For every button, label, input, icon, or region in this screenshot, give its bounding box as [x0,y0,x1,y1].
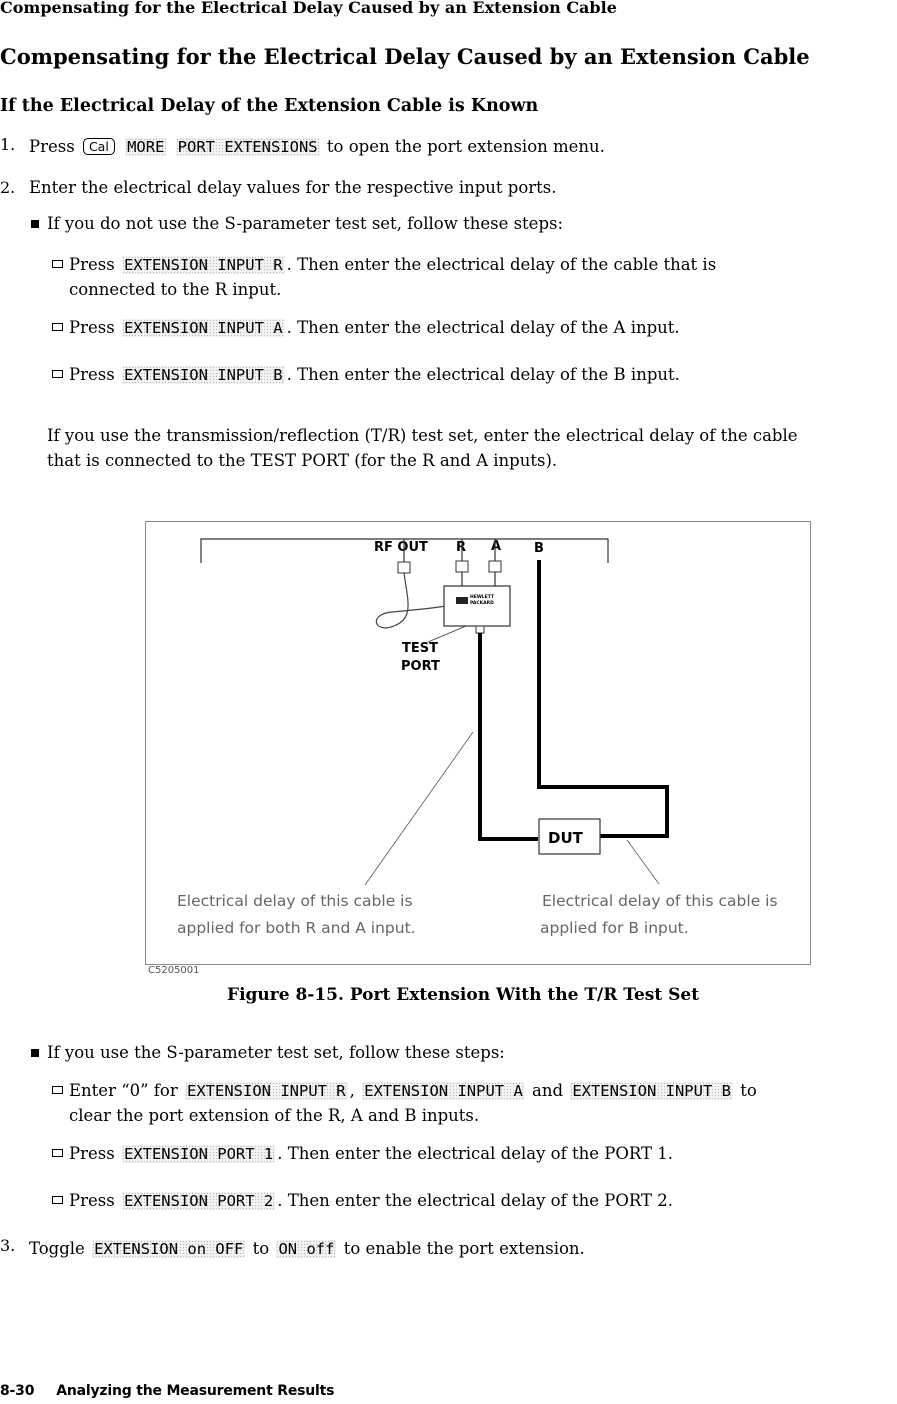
step-3-to: to [252,1239,270,1258]
enter-comma: , [349,1081,355,1100]
step-1-press: Press [29,137,75,156]
port-extensions-softkey: PORT EXTENSIONS [177,138,318,156]
enter-pre: Enter “0” for [69,1081,178,1100]
hp-label-1: HEWLETT [470,595,494,600]
running-head: Compensating for the Electrical Delay Caused by an Extension Cable [0,0,617,17]
step-2-number: 2. [0,178,16,197]
leader-line-left [365,732,473,885]
tr-text-line2: that is connected to the TEST PORT (for the R and A inputs). [47,451,558,470]
figure-port-extension [145,521,811,965]
hp-logo-icon [456,597,468,604]
b-label: B [534,541,544,556]
figure-id: C5205001 [148,965,200,976]
item-press: Press [69,1144,115,1163]
step-1-rest: to open the port extension menu. [326,137,605,156]
rf-out-label: RF OUT [374,540,428,555]
no-sparam-item-r-line2: connected to the R input. [69,280,282,299]
test-port-connector [476,626,484,633]
step-3-rest: to enable the port extension. [343,1239,585,1258]
sparam-item-port2 [69,1190,673,1212]
page-number: 8-30 [0,1383,35,1399]
rf-out-connector [398,562,410,573]
page-footer [0,1383,334,1399]
step-1 [29,136,605,158]
b-input-cable [539,560,667,836]
step-2-text: Enter the electrical delay values for the respective input ports. [29,178,557,197]
note-right-line1: Electrical delay of this cable is [542,892,778,910]
port-label: PORT [401,659,440,674]
item-press: Press [69,255,115,274]
step-3 [29,1238,585,1260]
note-right-line2: applied for B input. [540,919,689,937]
figure-diagram [146,522,812,966]
item-rest: . Then enter the electrical delay of the B input. [286,365,680,384]
item-press: Press [69,365,115,384]
test-port-cable [480,633,538,839]
bullet-box [52,1149,63,1157]
no-sparam-item-a [69,317,680,339]
extension-on-off-softkey: EXTENSION on OFF [94,1240,244,1258]
extension-input-r-softkey: EXTENSION INPUT R [187,1082,346,1100]
hp-label-2: PACKARD [470,601,494,606]
no-sparam-item-b [69,364,680,386]
cal-hardkey: Cal [83,138,115,155]
extension-input-r-softkey: EXTENSION INPUT R [123,256,283,274]
sparam-enter-line2: clear the port extension of the R, A and B inputs. [69,1106,480,1125]
bullet-box [52,370,63,378]
tr-test-set [444,586,510,626]
a-connector [489,561,501,572]
a-label: A [491,539,502,554]
figure-caption: Figure 8-15. Port Extension With the T/R Test Set [227,985,700,1005]
note-left-line2: applied for both R and A input. [177,919,416,937]
item-rest: . Then enter the electrical delay of the A input. [286,318,680,337]
extension-input-a-softkey: EXTENSION INPUT A [123,319,283,337]
more-softkey: MORE [127,138,165,156]
step-3-number: 3. [0,1236,16,1255]
subsection-title: If the Electrical Delay of the Extension Cable is Known [0,96,539,116]
bullet-square [31,220,39,228]
r-label: R [456,540,467,555]
sparam-text: If you use the S-parameter test set, follow these steps: [47,1043,505,1062]
bullet-box [52,1196,63,1204]
on-off-softkey: ON off [278,1240,335,1258]
no-sparam-text: If you do not use the S-parameter test set, follow these steps: [47,214,564,233]
sparam-enter-line1 [69,1080,757,1102]
bullet-box [52,323,63,331]
step-1-number: 1. [0,135,16,154]
bullet-box [52,1086,63,1094]
extension-input-b-softkey: EXTENSION INPUT B [572,1082,731,1100]
no-sparam-item-r [69,254,716,276]
note-left-line1: Electrical delay of this cable is [177,892,413,910]
dut-label: DUT [548,829,583,847]
r-connector [456,561,468,572]
extension-input-b-softkey: EXTENSION INPUT B [123,366,283,384]
item-rest: . Then enter the electrical delay of the PORT 1. [277,1144,673,1163]
sparam-item-port1 [69,1143,673,1165]
item-press: Press [69,1191,115,1210]
leader-line-right [627,840,659,884]
section-title: Compensating for the Electrical Delay Caused by an Extension Cable [0,44,810,69]
item-rest: . Then enter the electrical delay of the PORT 2. [277,1191,673,1210]
extension-port-2-softkey: EXTENSION PORT 2 [123,1192,274,1210]
item-rest: . Then enter the electrical delay of the cable that is [286,255,717,274]
enter-and: and [532,1081,564,1100]
extension-input-a-softkey: EXTENSION INPUT A [364,1082,523,1100]
item-press: Press [69,318,115,337]
bullet-box [52,260,63,268]
tr-text-line1: If you use the transmission/reflection (T/R) test set, enter the electrical delay of the cable [47,426,798,445]
bullet-square [31,1049,39,1057]
step-3-toggle: Toggle [29,1239,85,1258]
test-label: TEST [402,641,438,656]
rf-cable [376,573,446,628]
enter-to: to [740,1081,757,1100]
extension-port-1-softkey: EXTENSION PORT 1 [123,1145,274,1163]
footer-section: Analyzing the Measurement Results [56,1383,335,1399]
